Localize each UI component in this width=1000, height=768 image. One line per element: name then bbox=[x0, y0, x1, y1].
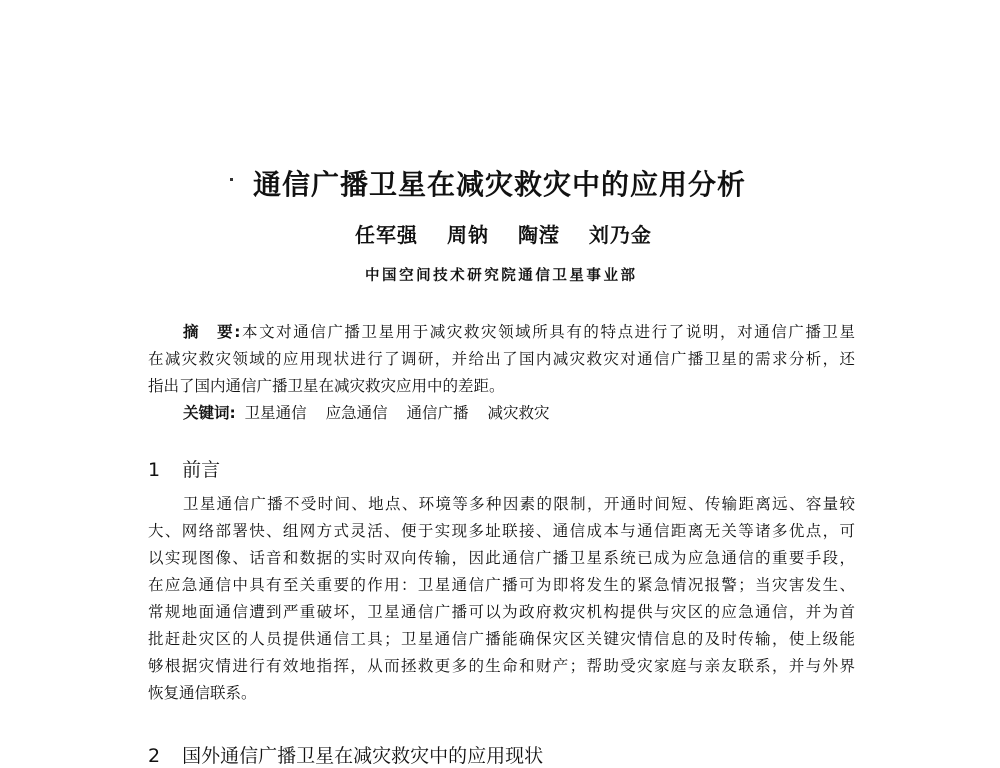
body-line: 在应急通信中具有至关重要的作用：卫星通信广播可为即将发生的紧急情况报警；当灾害发生、 bbox=[148, 576, 855, 594]
abstract-label: 摘 要: bbox=[183, 323, 241, 341]
keyword: 通信广播 bbox=[406, 404, 469, 422]
keywords-label: 关键词: bbox=[183, 404, 236, 422]
body-line: 够根据灾情进行有效地指挥，从而拯救更多的生命和财产；帮助受灾家庭与亲友联系，并与外界 bbox=[148, 657, 855, 675]
abstract-line: 指出了国内通信广播卫星在减灾救灾应用中的差距。 bbox=[148, 377, 505, 395]
paper-title: 通信广播卫星在减灾救灾中的应用分析 bbox=[253, 168, 745, 201]
author: 刘乃金 bbox=[588, 223, 652, 247]
author-list bbox=[355, 219, 674, 248]
section-heading: 1 前言 bbox=[148, 459, 221, 481]
abstract-line: 在减灾救灾领域的应用现状进行了调研，并给出了国内减灾救灾对通信广播卫星的需求分析，还 bbox=[148, 350, 855, 368]
keyword: 应急通信 bbox=[325, 404, 388, 422]
author: 周钠 bbox=[446, 223, 489, 247]
body-line: 卫星通信广播不受时间、地点、环境等多种因素的限制，开通时间短、传输距离远、容量较 bbox=[183, 495, 855, 513]
author: 任军强 bbox=[355, 223, 418, 247]
keyword: 卫星通信 bbox=[244, 404, 307, 422]
body-line: 批赶赴灾区的人员提供通信工具；卫星通信广播能确保灾区关键灾情信息的及时传输，使上级能 bbox=[148, 630, 855, 648]
affiliation: 中国空间技术研究院通信卫星事业部 bbox=[365, 268, 635, 284]
keywords bbox=[183, 401, 550, 423]
keyword: 减灾救灾 bbox=[487, 404, 550, 422]
abstract-line: 摘 要:本文对通信广播卫星用于减灾救灾领域所具有的特点进行了说明，对通信广播卫星 bbox=[183, 323, 855, 341]
body-line: 恢复通信联系。 bbox=[148, 684, 257, 702]
body-line: 以实现图像、话音和数据的实时双向传输，因此通信广播卫星系统已成为应急通信的重要手段， bbox=[148, 549, 855, 567]
author: 陶滢 bbox=[517, 223, 560, 247]
body-line: 大、网络部署快、组网方式灵活、便于实现多址联接、通信成本与通信距离无关等诸多优点，可 bbox=[148, 522, 855, 540]
body-line: 常规地面通信遭到严重破坏，卫星通信广播可以为政府救灾机构提供与灾区的应急通信，并为首 bbox=[148, 603, 855, 621]
section-heading: 2 国外通信广播卫星在减灾救灾中的应用现状 bbox=[148, 745, 544, 767]
stray-mark bbox=[230, 178, 233, 181]
